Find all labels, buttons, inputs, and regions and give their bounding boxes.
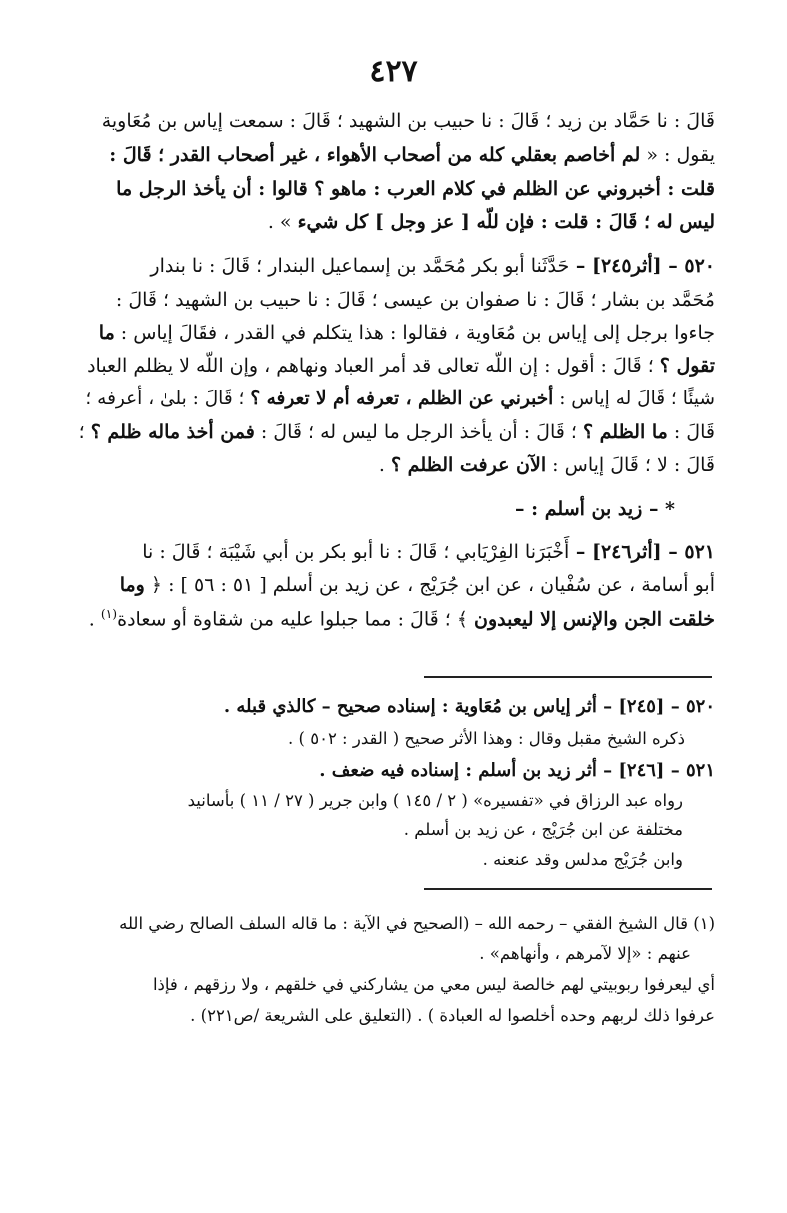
text-segment: ذكره الشيخ مقبل وقال : وهذا الأثر صحيح ( القدر : ٥٠٢ ) . — [288, 729, 685, 748]
text-line — [483, 852, 683, 869]
bold-text-segment: ٥٢٠ – [أثر٢٤٥] – — [569, 255, 715, 277]
text-segment: ؛ قَالَ : أقول : إن اللّه تعالى قد أمر العباد ونهاهم ، وإن اللّه لا يظلم العباد — [87, 355, 660, 377]
text-line — [109, 146, 715, 165]
text-line — [188, 793, 683, 810]
text-segment: . — [378, 454, 391, 476]
text-segment: رواه عبد الرزاق في «تفسيره» ( ٢ / ١٤٥ ) وابن جرير ( ٢٧ / ١١ ) بأسانيد — [187, 791, 683, 810]
divider-rule — [424, 888, 712, 890]
text-line — [319, 762, 715, 780]
text-segment: (١) قال الشيخ الفقي – رحمه الله – (الصحيح في الآية : ما قاله السلف الصالح رضي الله — [119, 914, 715, 933]
bold-text-segment: وما — [119, 574, 145, 596]
text-segment: ؛ قَالَ : بلىٰ ، أعرفه ؛ — [85, 388, 251, 409]
text-line — [224, 698, 715, 716]
text-segment: ﴾ ؛ قَالَ : مما جبلوا عليه من شقاوة أو سعادة — [117, 608, 474, 631]
bold-text-segment: ٥٢١ – [أثر٢٤٦] – — [569, 541, 715, 563]
text-segment: » . — [267, 211, 298, 233]
bold-text-segment: ليس له ؛ قَالَ : قلت : فإن للّه [ عز وجل ] كل شيء — [297, 211, 715, 233]
text-line — [79, 423, 715, 442]
bold-text-segment: أخبرني عن الظلم ، تعرفه أم لا تعرفه ؟ — [250, 388, 554, 409]
text-segment: ؛ قَالَ : أن يأخذ الرجل ما ليس له ؛ قَالَ : — [254, 421, 583, 443]
text-line — [89, 608, 715, 629]
text-segment: جاءوا برجل إلى إياس بن مُعَاوية ، فقالوا : هذا يتكلم في القدر ، فقَالَ إياس : — [114, 322, 715, 344]
text-segment: يقول : « — [640, 144, 715, 166]
text-segment: (١) — [100, 607, 118, 621]
text-line — [116, 180, 715, 199]
section-heading: * – زيد بن أسلم : – — [515, 498, 675, 520]
text-line — [379, 456, 715, 475]
bold-text-segment: ما — [98, 322, 115, 344]
bold-text-segment: فمن أخذ ماله ظلم ؟ — [90, 421, 255, 443]
text-segment: مختلفة عن ابن جُرَيْج ، عن زيد بن أسلم . — [403, 820, 683, 839]
text-segment: أي ليعرفوا ربوبيتي لهم خالصة ليس معي من يشاركني في خلقهم ، ولا رزقهم ، فإذا — [152, 975, 715, 994]
text-line — [99, 324, 715, 343]
bold-text-segment: ٥٢١ – [٢٤٦] – أثر زيد بن أسلم : إسناده فيه ضعف . — [319, 760, 715, 781]
text-line — [102, 112, 715, 131]
bold-text-segment: لم أخاصم بعقلي كله من أصحاب الأهواء ، غير أصحاب القدر ؛ قَالَ : — [109, 144, 641, 166]
text-line — [153, 977, 715, 994]
bold-text-segment: قلت : أخبروني عن الظلم في كلام العرب : ماهو ؟ قالوا : أن يأخذ الرجل ما — [116, 178, 715, 200]
text-segment: . — [88, 608, 101, 631]
text-line — [268, 213, 715, 232]
text-segment: عرفوا ذلك لربهم وحده أخلصوا له العبادة ) . (التعليق على الشريعة /ص٢٢١) . — [190, 1006, 715, 1025]
bold-text-segment: الآن عرفت الظلم ؟ — [390, 454, 547, 476]
text-segment: شيئًا ؛ قَالَ له إياس : — [553, 388, 715, 409]
text-segment: قَالَ : — [667, 421, 715, 443]
text-line — [119, 916, 715, 933]
text-line — [87, 357, 715, 376]
bold-text-segment: ٥٢٠ – [٢٤٥] – أثر إياس بن مُعَاوية : إسناده صحيح – كالذي قبله . — [223, 696, 715, 717]
text-segment: ؛ — [78, 421, 91, 443]
text-segment: عنهم : «إلا لآمرهم ، وأنهاهم» . — [479, 944, 691, 963]
text-segment: حَدَّثَنا أبو بكر مُحَمَّد بن إسماعيل البندار ؛ قَالَ : نا بندار — [150, 255, 570, 277]
text-line — [116, 291, 715, 310]
text-segment: أَخْبَرَنا الفِرْيَابي ؛ قَالَ : نا أبو بكر بن أبي شَيْبَة ؛ قَالَ : نا — [142, 541, 570, 563]
text-segment: وابن جُرَيْج مدلس وقد عنعنه . — [482, 850, 683, 869]
page-number: ٤٢٧ — [369, 54, 418, 89]
bold-text-segment: ما الظلم ؟ — [582, 421, 668, 443]
text-line — [85, 390, 715, 409]
text-segment: قَالَ : لا ؛ قَالَ إياس : — [546, 454, 715, 476]
text-segment: قَالَ : نا حَمَّاد بن زيد ؛ قَالَ : نا حبيب بن الشهيد ؛ قَالَ : سمعت إياس بن مُعَاوية — [101, 110, 715, 132]
text-segment: مُحَمَّد بن بشار ؛ قَالَ : نا صفوان بن عيسى ؛ قَالَ : نا حبيب بن الشهيد ؛ قَالَ : — [115, 289, 715, 311]
text-line — [150, 257, 715, 276]
text-line — [190, 1008, 715, 1025]
divider-rule — [424, 676, 712, 678]
bold-text-segment: تقول ؟ — [659, 355, 715, 377]
text-line — [120, 576, 715, 595]
text-line — [142, 543, 715, 562]
bold-text-segment: خلقت الجن والإنس إلا ليعبدون — [474, 608, 715, 631]
text-line — [288, 731, 685, 748]
text-line — [479, 946, 691, 963]
text-segment: أبو أسامة ، عن سُفْيان ، عن ابن جُرَيْج ، عن زيد بن أسلم [ ٥١ : ٥٦ ] : ﴿ — [144, 574, 715, 596]
text-line — [404, 822, 683, 839]
